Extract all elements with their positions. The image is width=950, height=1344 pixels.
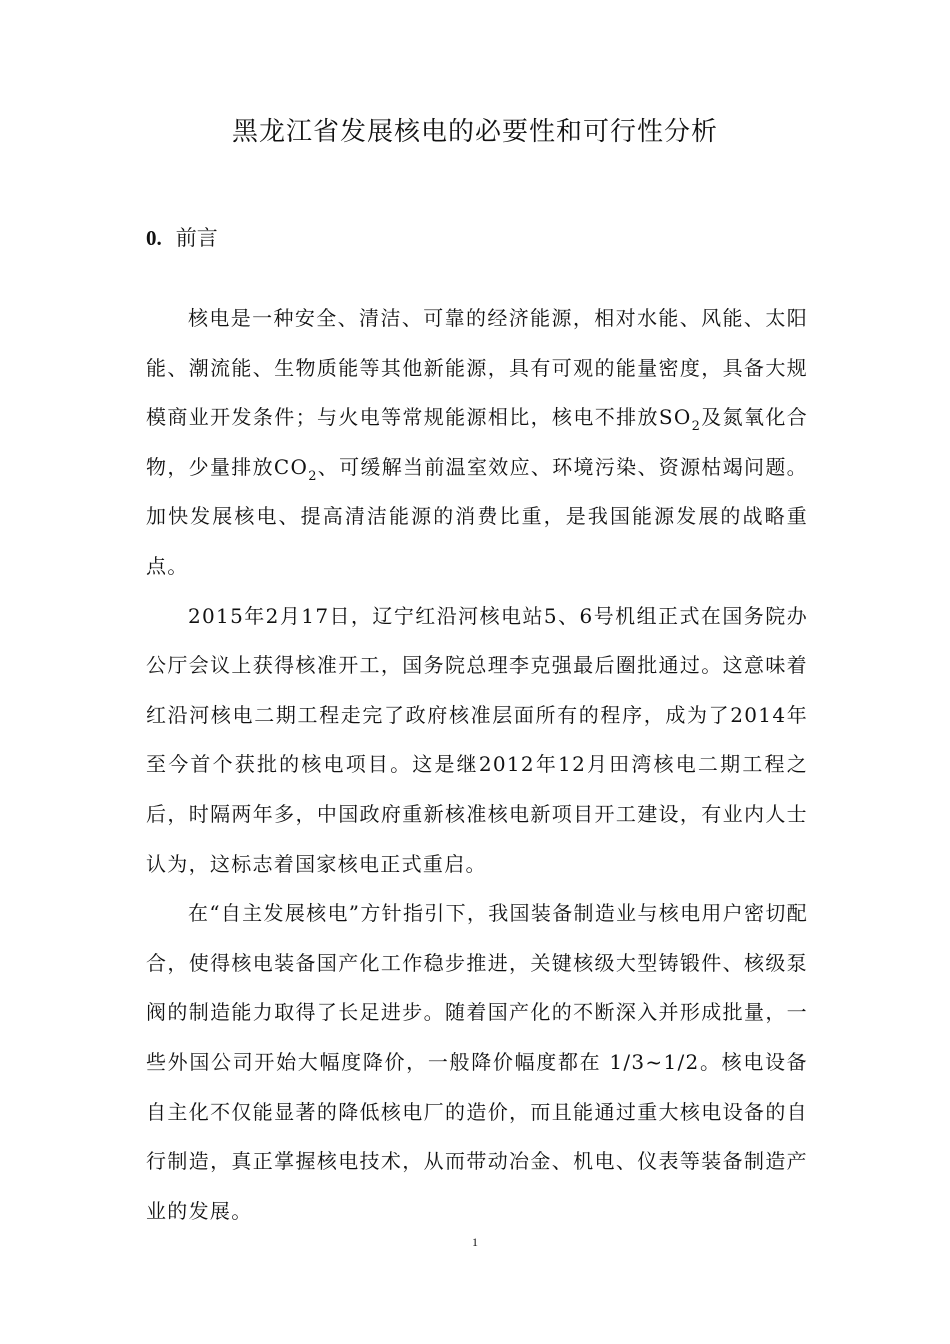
paragraph: [146, 592, 808, 890]
document-title: 黑龙江省发展核电的必要性和可行性分析: [231, 117, 718, 147]
section-heading: [146, 220, 218, 256]
paragraph-text: 在“自主发展核电”方针指引下，我国装备制造业与核电用户密切配合，使得核电装备国产化工作稳步推进，关键核级大型铸锻件、核级泵阀的制造能力取得了长足进步。随着国产化的不断深入并形成批量，一些外国公司开始大幅度降价，一般降价幅度都在 1/3~1/2。核电设备自主化不仅能显著的降低核电厂的造价，而且能通过重大核电设备的自行制造，真正掌握核电技术，从而带动冶金、机电、仪表等装备制造产业的发展。: [146, 901, 808, 1223]
section-number: 0.: [146, 226, 162, 250]
subscript-text: 2: [308, 468, 318, 484]
body-text: [146, 294, 808, 1236]
paragraph-text: 及氮氧化合物，少量排放CO: [146, 405, 809, 479]
section-title: 前言: [175, 226, 218, 250]
page-number: 1: [472, 1235, 478, 1249]
paragraph: [146, 294, 808, 592]
subscript-text: 2: [691, 419, 702, 435]
paragraph-text: 核电是一种安全、清洁、可靠的经济能源，相对水能、风能、太阳能、潮流能、生物质能等其他新能源，具有可观的能量密度，具备大规模商业开发条件；与火电等常规能源相比，核电不排放SO: [146, 306, 808, 430]
paragraph-text: 2015年2月17日，辽宁红沿河核电站5、6号机组正式在国务院办公厅会议上获得核准开工，国务院总理李克强最后圈批通过。这意味着红沿河核电二期工程走完了政府核准层面所有的程序，成为了2014年至今首个获批的核电项目。这是继2012年12月田湾核电二期工程之后，时隔两年多，中国政府重新核准核电新项目开工建设，有业内人士认为，这标志着国家核电正式重启。: [146, 603, 808, 876]
paragraph-text: 、可缓解当前温室效应、环境污染、资源枯竭问题。加快发展核电、提高清洁能源的消费比重，是我国能源发展的战略重点。: [146, 454, 808, 578]
paragraph: [146, 889, 808, 1236]
